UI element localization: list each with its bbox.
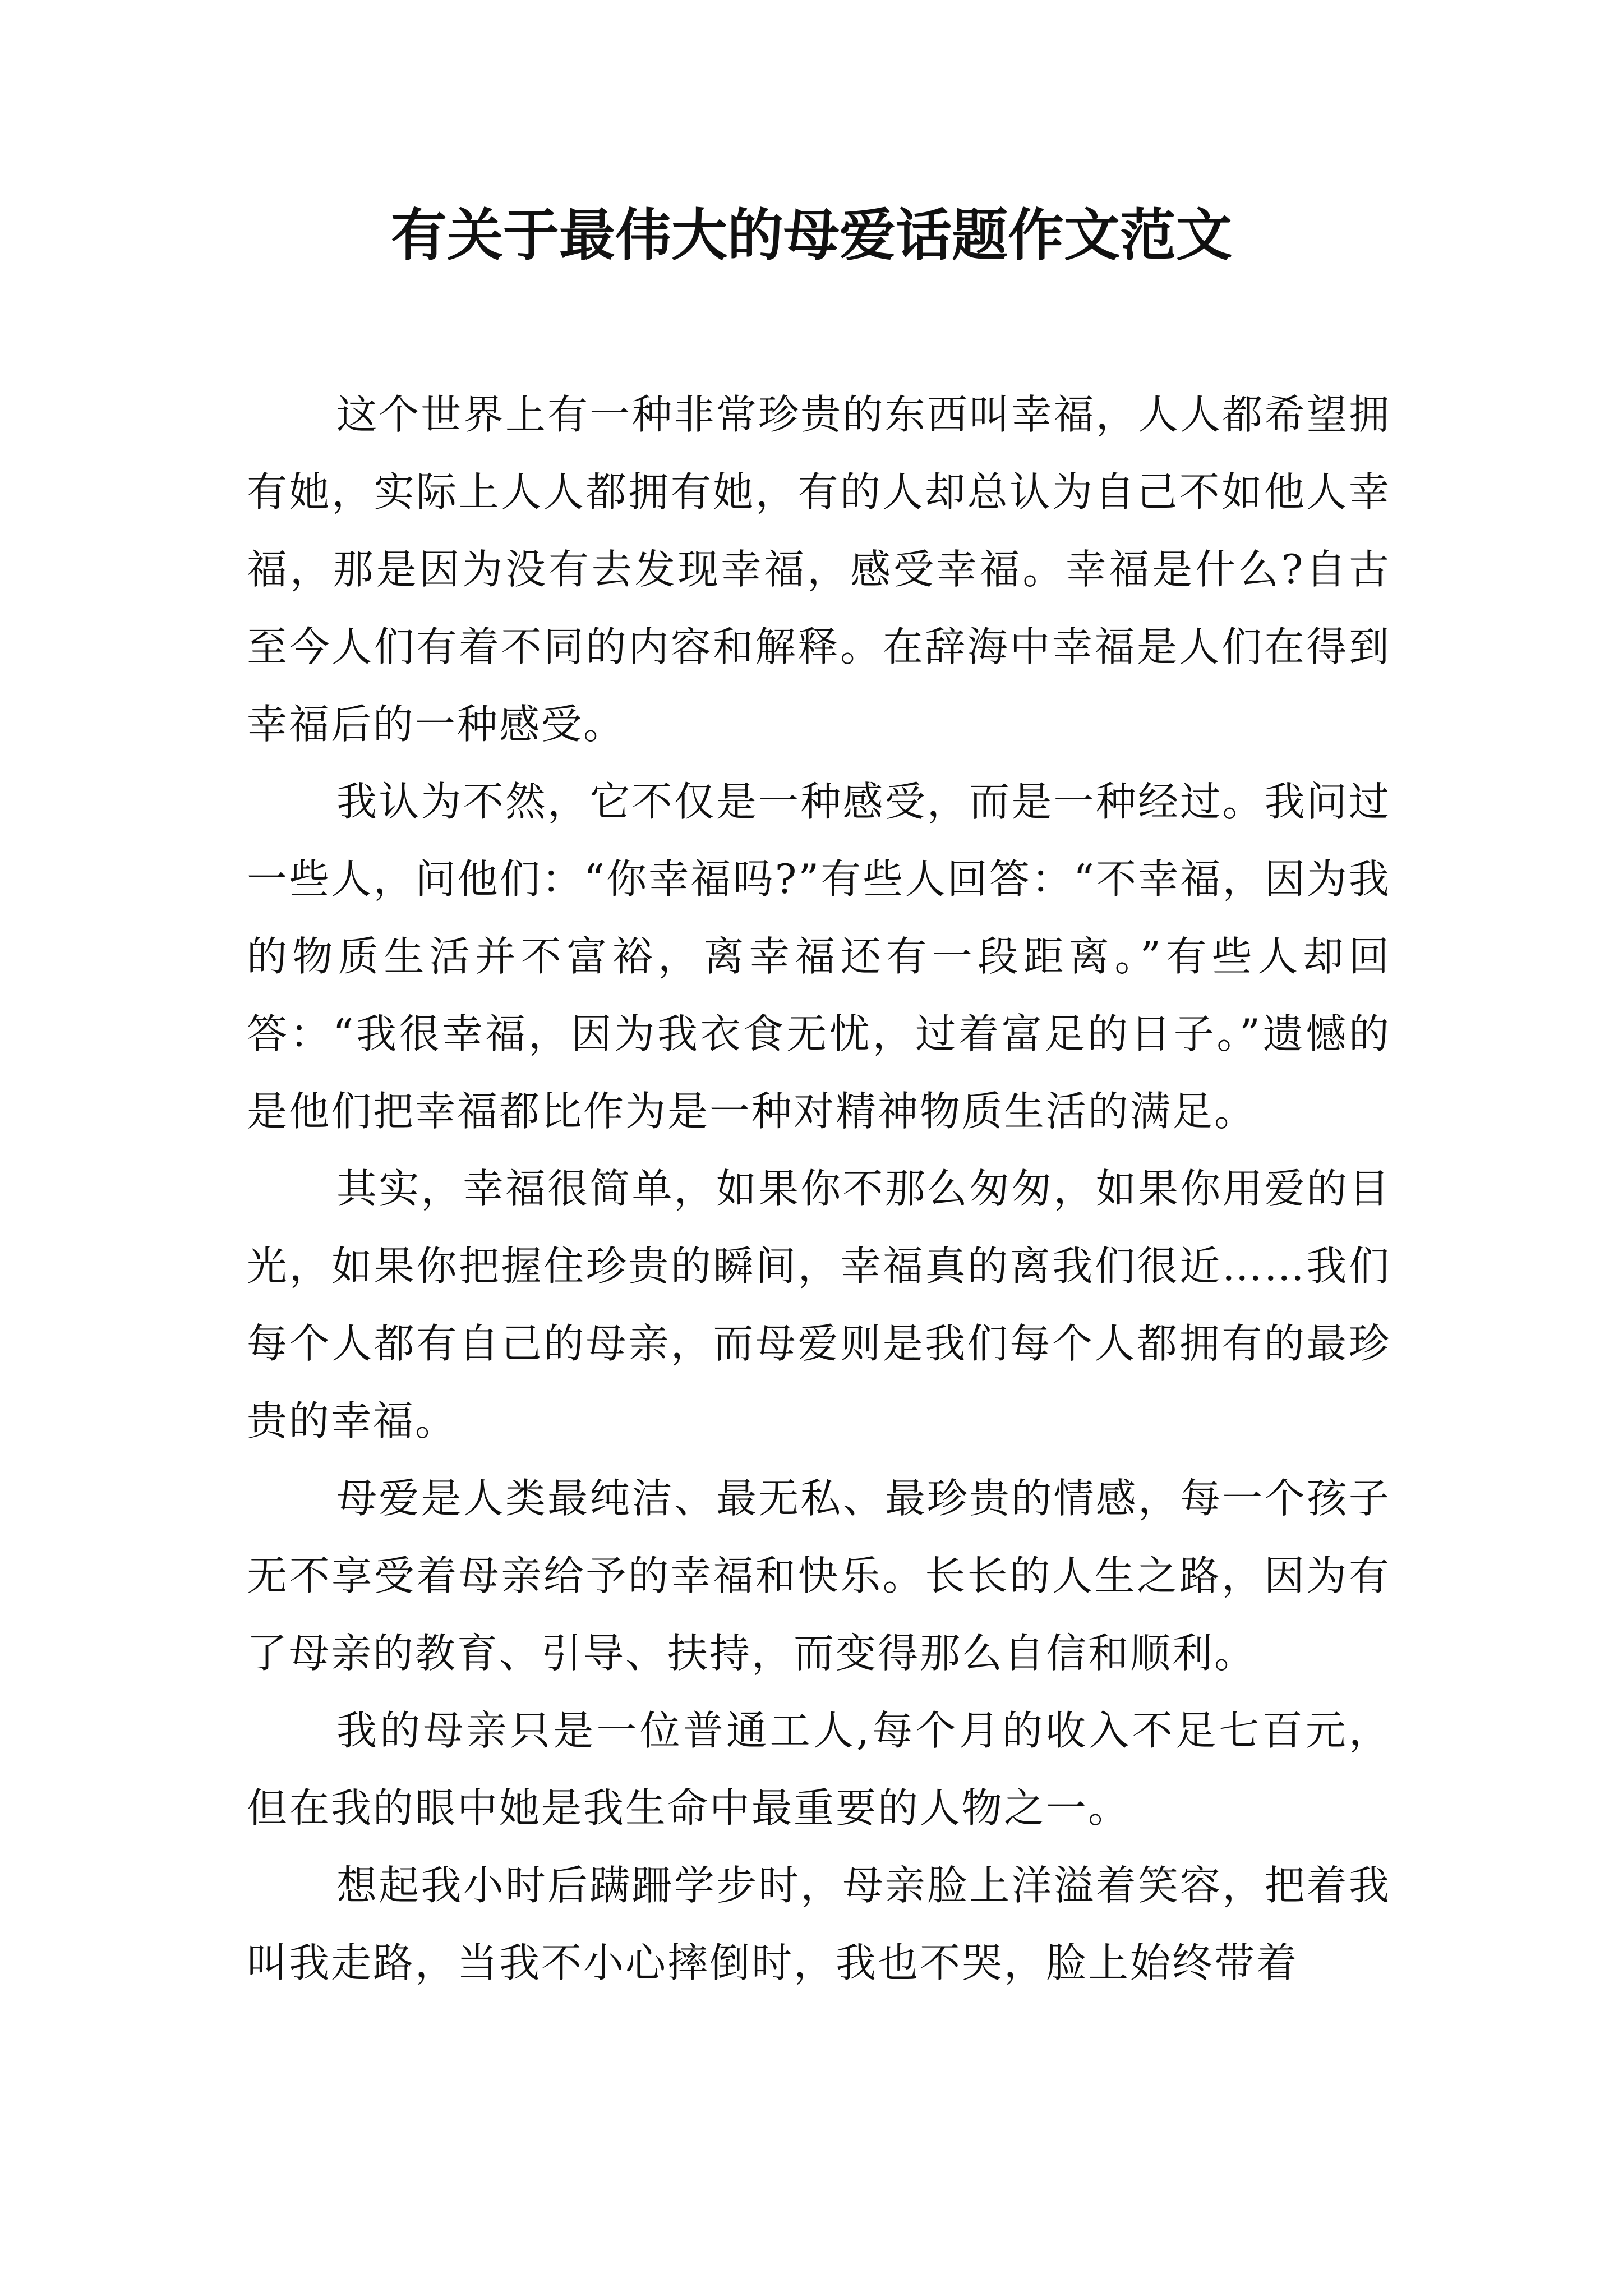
paragraph-4: 母爱是人类最纯洁、最无私、最珍贵的情感，每一个孩子无不享受着母亲给予的幸福和快乐。长长的人生之路，因为有了母亲的教育、引导、扶持，而变得那么自信和顺利。 <box>247 1475 1391 1677</box>
document-body <box>247 376 1391 2001</box>
paragraph-2: 我认为不然，它不仅是一种感受，而是一种经过。我问过一些人，问他们：“你幸福吗?”有些人回答：“不幸福，因为我的物质生活并不富裕，离幸福还有一段距离。”有些人却回答：“我很幸福，因为我衣食无忧，过着富足的日子。”遗憾的是他们把幸福都比作为是一种对精神物质生活的满足。 <box>247 778 1391 1135</box>
paragraph-6: 想起我小时后蹒跚学步时，母亲脸上洋溢着笑容，把着我叫我走路，当我不小心摔倒时，我也不哭，脸上始终带着 <box>247 1862 1391 1986</box>
paragraph-3: 其实，幸福很简单，如果你不那么匆匆，如果你用爱的目光，如果你把握住珍贵的瞬间，幸福真的离我们很近……我们每个人都有自己的母亲，而母爱则是我们每个人都拥有的最珍贵的幸福。 <box>247 1165 1391 1444</box>
paragraph-5: 我的母亲只是一位普通工人,每个月的收入不足七百元，但在我的眼中她是我生命中最重要的人物之一。 <box>247 1707 1391 1832</box>
document-title: 有关于最伟大的母爱话题作文范文 <box>391 203 1232 268</box>
paragraph-1: 这个世界上有一种非常珍贵的东西叫幸福，人人都希望拥有她，实际上人人都拥有她，有的人却总认为自己不如他人幸福，那是因为没有去发现幸福，感受幸福。幸福是什么?自古至今人们有着不同的内容和解释。在辞海中幸福是人们在得到幸福后的一种感受。 <box>247 391 1391 748</box>
